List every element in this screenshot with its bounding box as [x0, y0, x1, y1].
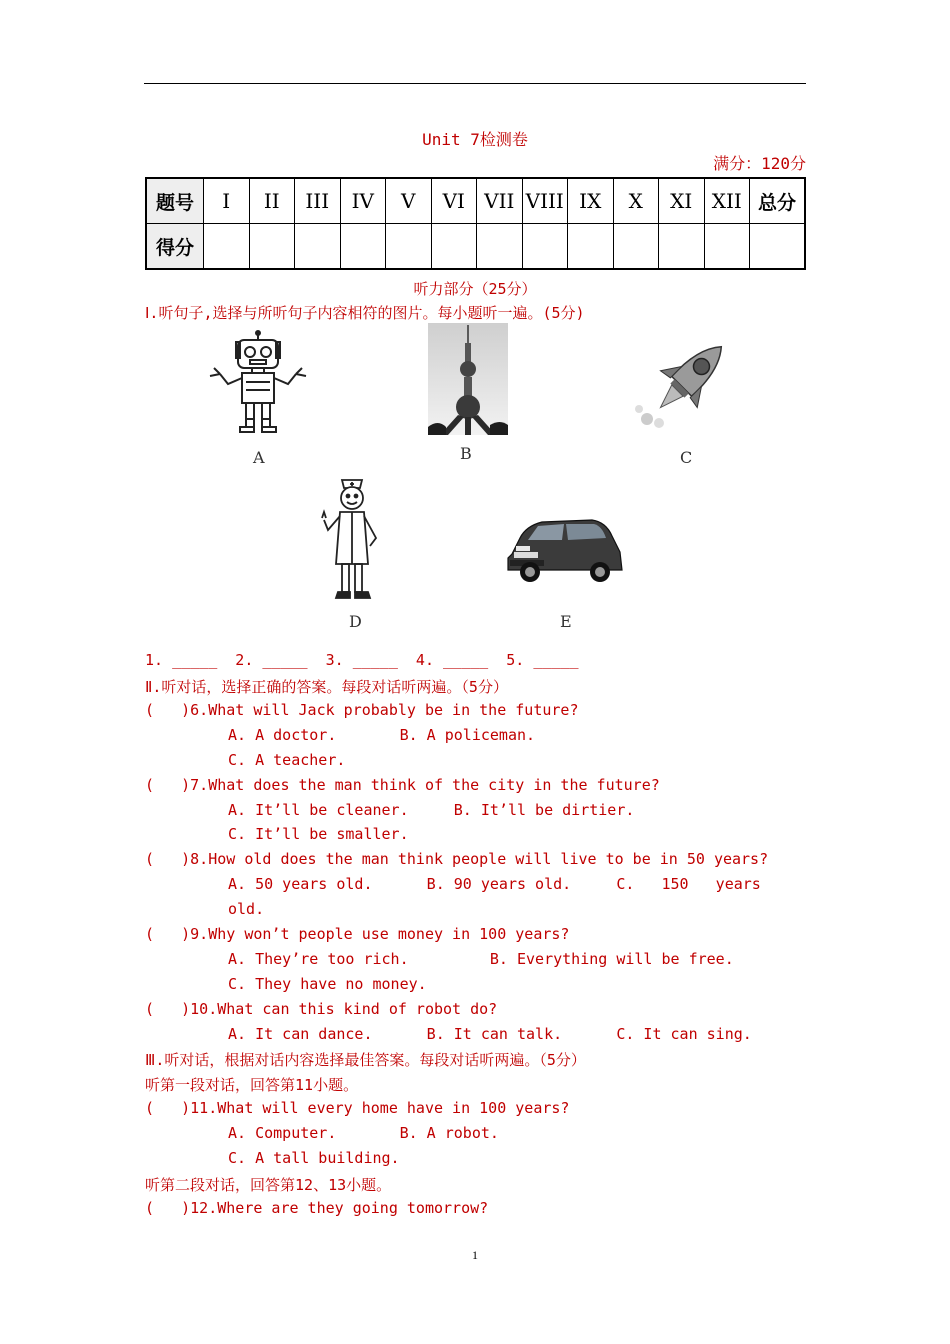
- part3-instruction: Ⅲ.听对话，根据对话内容选择最佳答案。每段对话听两遍。（5分）: [145, 1051, 586, 1069]
- robot-icon: [206, 330, 310, 436]
- dialog2-note: 听第二段对话，回答第12、13小题。: [145, 1176, 392, 1194]
- q9-options-ab: A. They’re too rich. B. Everything will be free.: [228, 950, 734, 968]
- question-6: ( )6.What will Jack probably be in the future?: [145, 701, 579, 719]
- col-roman: II: [249, 178, 295, 224]
- question-8: ( )8.How old does the man think people will live to be in 50 years?: [145, 850, 769, 868]
- col-roman: VI: [431, 178, 477, 224]
- question-11: ( )11.What will every home have in 100 years?: [145, 1099, 570, 1117]
- pic-label-d: D: [349, 612, 362, 631]
- q10-options-abc: A. It can dance. B. It can talk. C. It can sing.: [228, 1025, 752, 1043]
- col-roman: XI: [659, 178, 705, 224]
- row-label-score: 得分: [146, 224, 204, 270]
- col-roman: XII: [704, 178, 750, 224]
- page-title: Unit 7检测卷: [422, 130, 528, 149]
- score-cell[interactable]: [386, 224, 432, 270]
- score-row-header: [146, 178, 805, 224]
- score-cell[interactable]: [522, 224, 568, 270]
- score-table: [145, 177, 806, 270]
- score-cell[interactable]: [249, 224, 295, 270]
- q8-options-abc: A. 50 years old. B. 90 years old. C. 150 years: [228, 875, 761, 893]
- question-9: ( )9.Why won’t people use money in 100 years?: [145, 925, 570, 943]
- row-label-number: 题号: [146, 178, 204, 224]
- col-roman: IV: [340, 178, 386, 224]
- score-cell[interactable]: [613, 224, 659, 270]
- score-cell[interactable]: [295, 224, 341, 270]
- full-score: 满分：120分: [713, 154, 806, 173]
- dialog1-note: 听第一段对话，回答第11小题。: [145, 1076, 359, 1094]
- col-roman: IX: [568, 178, 614, 224]
- q11-option-c: C. A tall building.: [228, 1149, 400, 1167]
- tv-tower-photo: [428, 323, 508, 435]
- part1-answer-blanks[interactable]: 1. _____ 2. _____ 3. _____ 4. _____ 5. _____: [145, 651, 579, 669]
- col-roman: III: [295, 178, 341, 224]
- question-10: ( )10.What can this kind of robot do?: [145, 1000, 498, 1018]
- col-roman: X: [613, 178, 659, 224]
- q7-options-ab: A. It’ll be cleaner. B. It’ll be dirtier.: [228, 801, 635, 819]
- pic-label-a: A: [253, 448, 265, 467]
- score-cell[interactable]: [750, 224, 806, 270]
- q7-option-c: C. It’ll be smaller.: [228, 825, 409, 843]
- question-12: ( )12.Where are they going tomorrow?: [145, 1199, 489, 1217]
- score-cell[interactable]: [477, 224, 523, 270]
- col-roman: VII: [477, 178, 523, 224]
- top-rule: [144, 83, 806, 84]
- col-roman: VIII: [522, 178, 568, 224]
- score-cell[interactable]: [431, 224, 477, 270]
- pic-label-c: C: [680, 448, 693, 467]
- score-cell[interactable]: [340, 224, 386, 270]
- q6-option-c: C. A teacher.: [228, 751, 346, 769]
- pic-label-b: B: [460, 444, 472, 463]
- col-total: 总分: [750, 178, 806, 224]
- part1-instruction: Ⅰ.听句子,选择与所听句子内容相符的图片。每小题听一遍。(5分): [145, 304, 585, 322]
- score-row-score: [146, 224, 805, 270]
- rocket-icon: [633, 333, 743, 429]
- car-photo: [502, 508, 626, 588]
- part2-instruction: Ⅱ.听对话，选择正确的答案。每段对话听两遍。（5分）: [145, 678, 508, 696]
- score-cell[interactable]: [568, 224, 614, 270]
- q6-options-ab: A. A doctor. B. A policeman.: [228, 726, 536, 744]
- q11-options-ab: A. Computer. B. A robot.: [228, 1124, 499, 1142]
- score-cell[interactable]: [704, 224, 750, 270]
- pic-label-e: E: [560, 612, 572, 631]
- score-cell[interactable]: [204, 224, 250, 270]
- score-cell[interactable]: [659, 224, 705, 270]
- q9-option-c: C. They have no money.: [228, 975, 427, 993]
- section-listening: 听力部分（25分）: [413, 280, 537, 298]
- page-number: 1: [472, 1248, 478, 1262]
- col-roman: I: [204, 178, 250, 224]
- doctor-icon: [316, 476, 388, 604]
- col-roman: V: [386, 178, 432, 224]
- question-7: ( )7.What does the man think of the city in the future?: [145, 776, 660, 794]
- q8-option-cont: old.: [228, 900, 265, 918]
